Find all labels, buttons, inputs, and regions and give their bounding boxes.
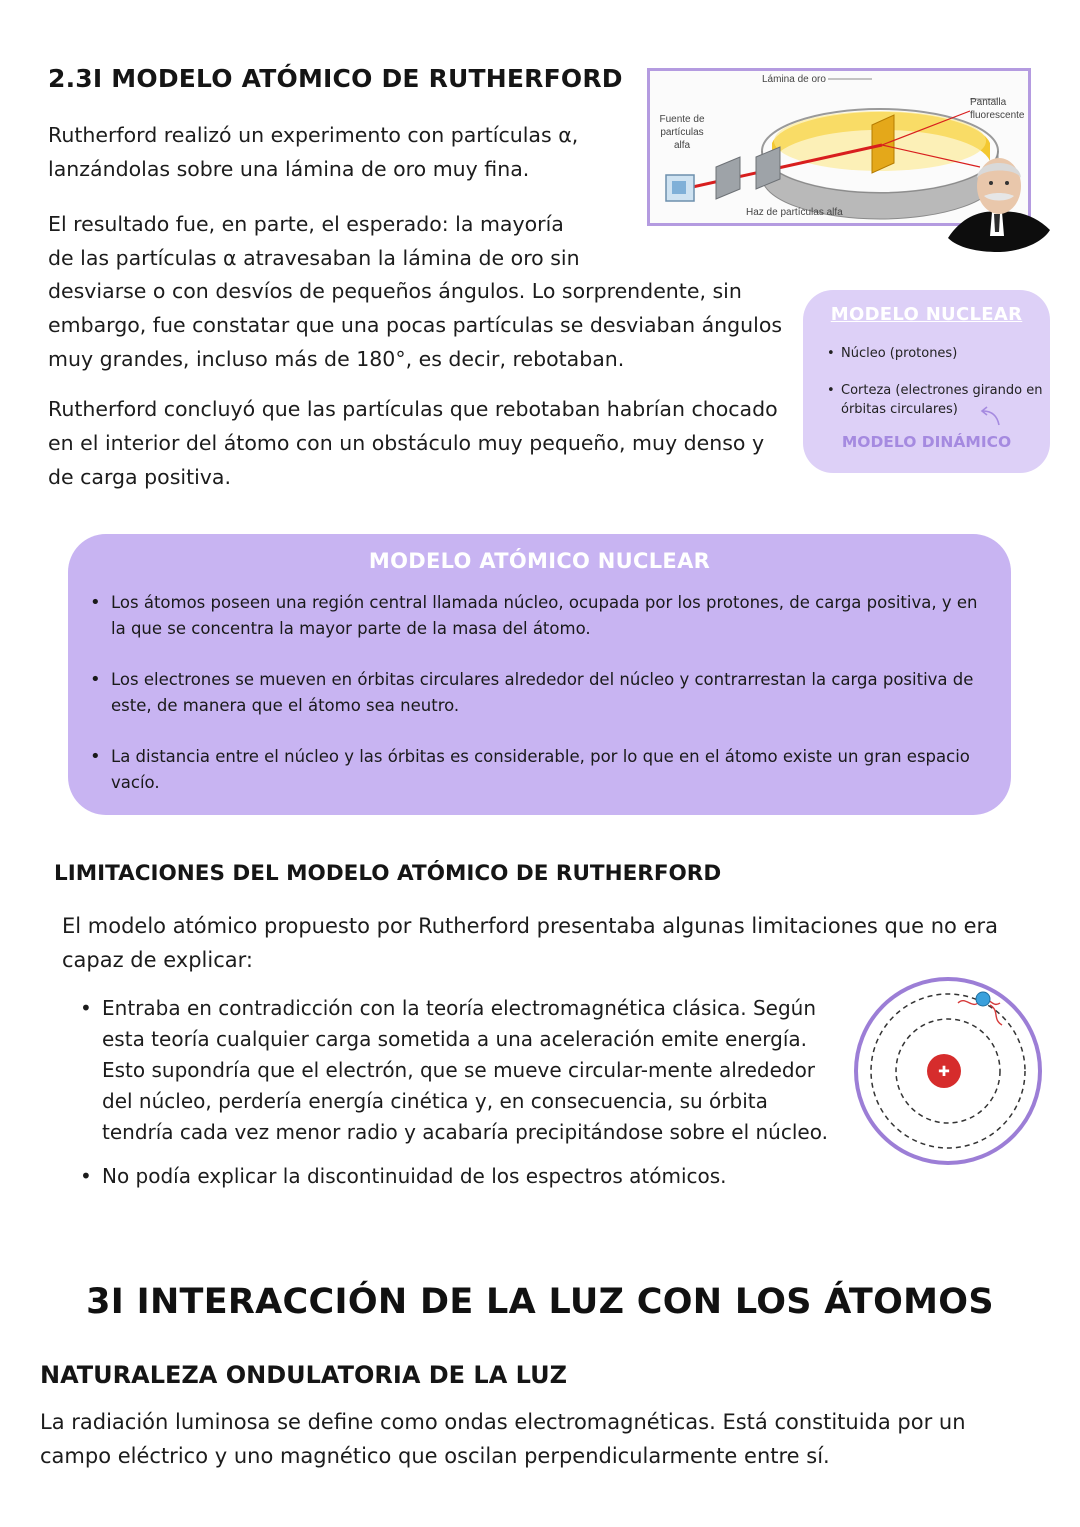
paragraph-result-line-1: El resultado fue, en parte, el esperado: la mayoría [48,212,564,236]
limitations-intro: El modelo atómico propuesto por Rutherford presentaba algunas limitaciones que no era capaz de explicar: [62,914,998,972]
summary-item-nucleus: • Núcleo (protones) [825,344,1045,363]
limitation-item: • No podía explicar la discontinuidad de los espectros atómicos. [80,1161,830,1192]
paragraph-result-rest: desviarse o con desvíos de pequeños ángulos. Lo sorprendente, sin embargo, fue constatar que una pocas partículas se desviaban ángulos muy grandes, incluso más de 180°, es decir, rebotaban. [48,279,783,371]
nuclear-model-list [90,590,995,821]
nuclear-model-item: • La distancia entre el núcleo y las órbitas es considerable, por lo que en el átomo existe un gran espacio vacío. [90,744,995,796]
limitations-list [80,993,830,1205]
paragraph-wave-nature: La radiación luminosa se define como ondas electromagnéticas. Está constituida por un campo eléctrico y uno magnético que oscilan perpendicularmente entre sí. [40,1410,966,1468]
summary-item-cortex: • Corteza (electrones girando en órbitas circulares) [825,381,1045,419]
summary-card-list [825,344,1045,437]
limitation-item: • Entraba en contradicción con la teoría electromagnética clásica. Según esta teoría cualquier carga sometida a una aceleración emite energía. Esto supondría que el electrón, que se mueve circular-mente alrededor del núcleo, perdería energía cinética y, en consecuencia, su órbita tendría cada vez menor radio y acabaría precipitándose sobre el núcleo. [80,993,830,1148]
rutherford-portrait-image [944,150,1054,254]
paragraph-result-line-2: de las partículas α atravesaban la lámina de oro sin [48,246,580,270]
nuclear-model-box-title: MODELO ATÓMICO NUCLEAR [368,549,711,573]
summary-card-title: MODELO NUCLEAR [830,304,1023,325]
label-alpha-beam: Haz de partículas alfa [746,207,843,218]
section-subtitle-wave-nature: NATURALEZA ONDULATORIA DE LA LUZ [40,1361,567,1389]
atom-orbit-diagram [850,975,1046,1167]
label-gold-foil: Lámina de oro [762,74,826,85]
nuclear-model-item: • Los átomos poseen una región central llamada núcleo, ocupada por los protones, de carga positiva, y en la que se concentra la mayor parte de la masa del átomo. [90,590,995,642]
curved-arrow-icon [979,405,1003,429]
paragraph-experiment: Rutherford realizó un experimento con partículas α, lanzándolas sobre una lámina de oro muy fina. [48,123,579,181]
summary-card-footer: MODELO DINÁMICO [841,433,1012,451]
section-title-rutherford: 2.3I MODELO ATÓMICO DE RUTHERFORD [48,64,623,93]
paragraph-conclusion: Rutherford concluyó que las partículas que rebotaban habrían chocado en el interior del átomo con un obstáculo muy pequeño, muy denso y de carga positiva. [48,397,778,489]
nuclear-model-item: • Los electrones se mueven en órbitas circulares alrededor del núcleo y contrarrestan la carga positiva de este, de manera que el átomo sea neutro. [90,667,995,719]
svg-text:✚: ✚ [938,1064,950,1080]
section-title-light-interaction: 3I INTERACCIÓN DE LA LUZ CON LOS ÁTOMOS [86,1282,994,1322]
label-fluorescent-screen: Pantalla fluorescente [970,97,1025,121]
nuclear-atomic-model-box [68,534,1011,815]
limitations-title: LIMITACIONES DEL MODELO ATÓMICO DE RUTHERFORD [54,861,722,886]
nuclear-model-summary-card [803,290,1050,473]
label-alpha-source: Fuente de partículas alfa [659,114,705,151]
